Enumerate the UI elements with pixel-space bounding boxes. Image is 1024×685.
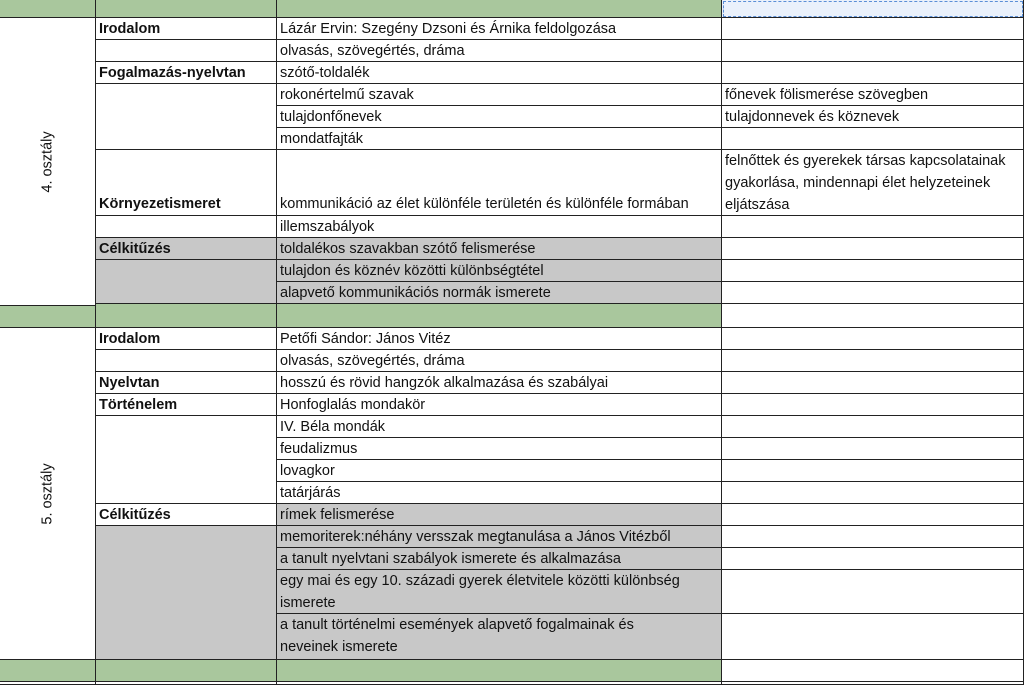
note-cell[interactable] [722, 282, 1024, 304]
topic-cell[interactable]: hosszú és rövid hangzók alkalmazása és szabályai [277, 372, 722, 394]
note-cell[interactable] [722, 548, 1024, 570]
grade-5-label-cell[interactable] [0, 328, 96, 660]
topic-cell[interactable]: Lázár Ervin: Szegény Dzsoni és Árnika feldolgozása [277, 18, 722, 40]
note-cell[interactable] [722, 614, 1024, 660]
separator-cell[interactable] [96, 660, 277, 682]
note-cell[interactable] [722, 504, 1024, 526]
note-cell[interactable] [722, 304, 1024, 328]
grade-4-label-cell[interactable] [0, 18, 96, 306]
note-cell[interactable] [722, 40, 1024, 62]
note-cell[interactable] [722, 350, 1024, 372]
subject-irodalom[interactable]: Irodalom [96, 328, 277, 350]
subject-cell[interactable] [96, 216, 277, 238]
separator-cell[interactable] [277, 304, 722, 328]
topic-cell[interactable]: IV. Béla mondák [277, 416, 722, 438]
separator-cell[interactable] [0, 0, 96, 18]
note-cell[interactable] [722, 128, 1024, 150]
subject-cell[interactable] [96, 416, 277, 504]
separator-cell[interactable] [277, 660, 722, 682]
topic-cell[interactable]: Petőfi Sándor: János Vitéz [277, 328, 722, 350]
note-cell[interactable] [722, 62, 1024, 84]
topic-cell[interactable]: tatárjárás [277, 482, 722, 504]
topic-cell[interactable]: lovagkor [277, 460, 722, 482]
topic-cell[interactable]: feudalizmus [277, 438, 722, 460]
goal-cell[interactable]: memoriterek:néhány versszak megtanulása a János Vitézből [277, 526, 722, 548]
note-cell[interactable] [722, 372, 1024, 394]
note-cell[interactable] [722, 460, 1024, 482]
subject-celkituzes[interactable]: Célkitűzés [96, 504, 277, 526]
separator-cell[interactable] [96, 304, 277, 328]
separator-cell[interactable] [0, 306, 96, 328]
subject-cell[interactable] [96, 526, 277, 660]
goal-cell[interactable]: toldalékos szavakban szótő felismerése [277, 238, 722, 260]
goal-cell[interactable]: alapvető kommunikációs normák ismerete [277, 282, 722, 304]
topic-cell[interactable]: mondatfajták [277, 128, 722, 150]
subject-cell[interactable] [96, 350, 277, 372]
separator-cell[interactable] [0, 660, 96, 682]
goal-cell[interactable] [277, 614, 722, 660]
separator-cell[interactable] [277, 0, 722, 18]
topic-cell[interactable]: rokonértelmű szavak [277, 84, 722, 106]
goal-text: a tanult történelmi események alapvető fogalmainak és neveinek ismerete [280, 617, 634, 655]
subject-fogalmazas-nyelvtan[interactable]: Fogalmazás-nyelvtan [96, 62, 277, 84]
note-cell[interactable] [722, 570, 1024, 614]
subject-irodalom[interactable]: Irodalom [96, 18, 277, 40]
subject-tortenelem[interactable]: Történelem [96, 394, 277, 416]
note-cell[interactable] [722, 526, 1024, 548]
goal-cell[interactable] [277, 570, 722, 614]
selected-cell[interactable] [722, 0, 1024, 18]
topic-cell[interactable]: olvasás, szövegértés, dráma [277, 350, 722, 372]
topic-cell[interactable]: tulajdonfőnevek [277, 106, 722, 128]
topic-cell[interactable]: szótő-toldalék [277, 62, 722, 84]
note-cell[interactable] [722, 438, 1024, 460]
subject-kornyezetismeret[interactable] [96, 150, 277, 216]
note-cell[interactable] [722, 660, 1024, 682]
subject-cell[interactable] [96, 84, 277, 150]
note-cell[interactable] [722, 216, 1024, 238]
note-cell[interactable]: tulajdonnevek és köznevek [722, 106, 1024, 128]
note-cell[interactable] [722, 238, 1024, 260]
goal-text: egy mai és egy 10. századi gyerek életvitele közötti különbség ismerete [280, 573, 680, 611]
topic-cell[interactable]: illemszabályok [277, 216, 722, 238]
note-cell[interactable] [722, 260, 1024, 282]
separator-cell[interactable] [96, 0, 277, 18]
note-cell[interactable] [722, 394, 1024, 416]
grade-4-label: 4. osztály [39, 130, 56, 193]
subject-cell[interactable] [96, 260, 277, 304]
subject-cell[interactable] [96, 40, 277, 62]
note-cell[interactable]: főnevek fölismerése szövegben [722, 84, 1024, 106]
topic-text: kommunikáció az élet különféle területén és különféle formában [280, 196, 689, 212]
grade-5-label: 5. osztály [39, 462, 56, 525]
note-cell[interactable] [722, 482, 1024, 504]
goal-cell[interactable]: tulajdon és köznév közötti különbségtétel [277, 260, 722, 282]
goal-cell[interactable]: a tanult nyelvtani szabályok ismerete és alkalmazása [277, 548, 722, 570]
note-cell[interactable] [722, 18, 1024, 40]
goal-cell[interactable]: rímek felismerése [277, 504, 722, 526]
note-cell[interactable] [722, 328, 1024, 350]
topic-cell[interactable] [277, 150, 722, 216]
topic-cell[interactable]: olvasás, szövegértés, dráma [277, 40, 722, 62]
note-cell[interactable]: felnőttek és gyerekek társas kapcsolatainak gyakorlása, mindennapi élet helyzeteinek eljátszása [722, 150, 1024, 216]
subject-kornyezetismeret-label: Környezetismeret [99, 196, 221, 212]
topic-cell[interactable]: Honfoglalás mondakör [277, 394, 722, 416]
subject-nyelvtan[interactable]: Nyelvtan [96, 372, 277, 394]
subject-celkituzes[interactable]: Célkitűzés [96, 238, 277, 260]
note-cell[interactable] [722, 416, 1024, 438]
